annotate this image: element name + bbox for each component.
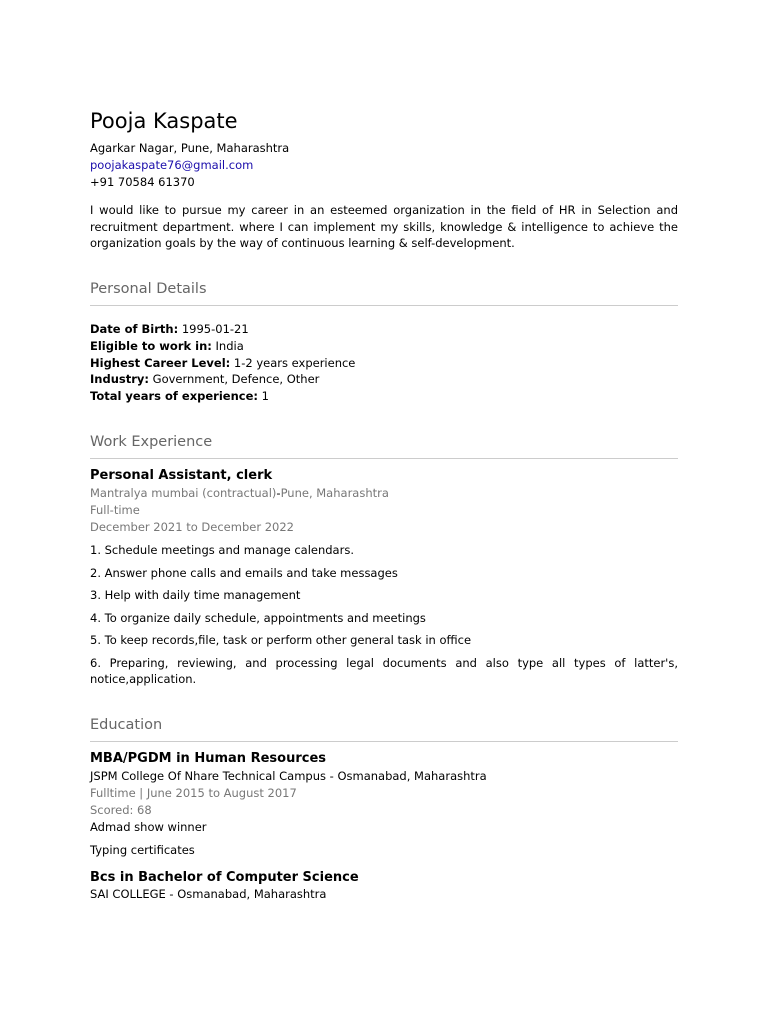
detail-label: Date of Birth: — [90, 322, 179, 336]
duty-item: 3. Help with daily time management — [90, 588, 301, 602]
job-employer — [90, 485, 389, 502]
job-company: Mantralya mumbai (contractual) — [90, 486, 277, 500]
education-meta — [90, 768, 487, 819]
detail-value: 1995-01-21 — [181, 322, 249, 336]
job-duties — [90, 542, 678, 694]
section-title-education: Education — [90, 715, 678, 742]
duty-item: 5. To keep records,file, task or perform other general task in office — [90, 633, 472, 647]
personal-details-list — [90, 321, 355, 405]
duty-item: 4. To organize daily schedule, appointments and meetings — [90, 610, 426, 625]
detail-value: Government, Defence, Other — [152, 372, 320, 387]
detail-value: 1 — [261, 389, 269, 404]
detail-label: Eligible to work in: — [90, 338, 212, 353]
section-title-work-experience: Work Experience — [90, 432, 678, 459]
detail-row — [90, 355, 355, 372]
detail-row — [90, 338, 355, 355]
email-link[interactable]: poojakaspate76@gmail.com — [90, 158, 254, 172]
career-objective: I would like to pursue my career in an esteemed organization in the field of HR in Selection and recruitment department. where I can implement my skills, knowledge & intelligence to achieve the organization goals by the way of continuous learning & self-development. — [90, 203, 678, 250]
education-dates: Fulltime | June 2015 to August 2017 — [90, 786, 297, 800]
education-institution: SAI COLLEGE - Osmanabad, Maharashtra — [90, 887, 327, 901]
job-type: Full-time — [90, 503, 140, 517]
job-location: Pune, Maharashtra — [280, 486, 389, 500]
detail-row — [90, 321, 355, 338]
detail-label: Highest Career Level: — [90, 355, 231, 370]
contact-block — [90, 140, 289, 191]
job-dates: December 2021 to December 2022 — [90, 520, 294, 534]
job-meta — [90, 485, 389, 536]
phone-number: +91 70584 61370 — [90, 175, 195, 189]
detail-label: Total years of experience: — [90, 389, 258, 404]
detail-row — [90, 388, 355, 405]
duty-item: 1. Schedule meetings and manage calendars. — [90, 543, 354, 557]
candidate-name: Pooja Kaspate — [90, 109, 238, 133]
detail-value: 1-2 years experience — [233, 355, 356, 370]
education-degree: MBA/PGDM in Human Resources — [90, 751, 326, 766]
education-note: Admad show winner — [90, 820, 207, 834]
education-score: Scored: 68 — [90, 803, 152, 817]
education-institution: JSPM College Of Nhare Technical Campus - Osmanabad, Maharashtra — [90, 769, 487, 783]
detail-label: Industry: — [90, 372, 149, 387]
education-note: Typing certificates — [90, 843, 195, 857]
section-title-personal-details: Personal Details — [90, 279, 678, 306]
duty-item: 6. Preparing, reviewing, and processing legal documents and also type all types of latter's, notice,application. — [90, 655, 678, 686]
job-title: Personal Assistant, clerk — [90, 468, 273, 483]
address: Agarkar Nagar, Pune, Maharashtra — [90, 141, 290, 155]
duty-item: 2. Answer phone calls and emails and take messages — [90, 565, 398, 580]
detail-value: India — [215, 338, 244, 353]
detail-row — [90, 371, 355, 388]
education-degree: Bcs in Bachelor of Computer Science — [90, 870, 359, 885]
job-separator: - — [276, 486, 281, 500]
